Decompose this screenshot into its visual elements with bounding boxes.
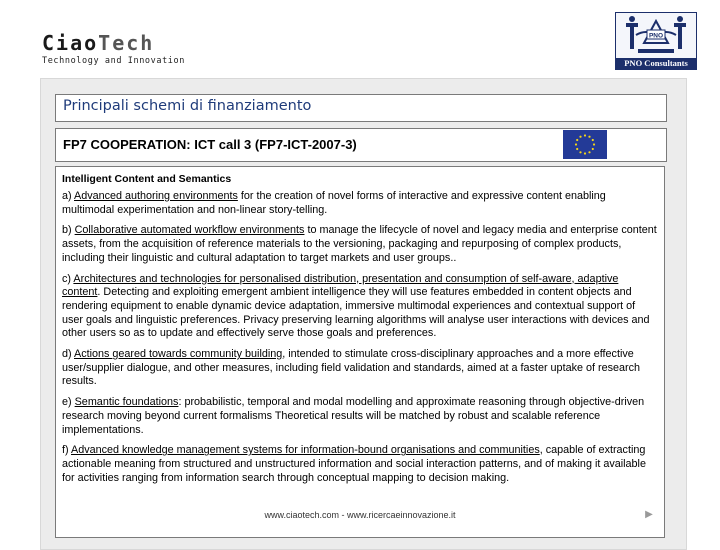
eu-flag-icon <box>563 130 607 159</box>
logo-name-tech: Tech <box>98 31 155 55</box>
item-topic-link[interactable]: Semantic foundations <box>74 396 179 409</box>
list-item <box>62 396 658 437</box>
item-prefix: b) <box>62 224 75 237</box>
eu-star-icon <box>576 139 578 141</box>
eu-star-icon <box>592 139 594 141</box>
section-title: Intelligent Content and Semantics <box>62 173 232 185</box>
list-item <box>62 190 658 217</box>
ciaotech-logo <box>42 32 185 66</box>
eu-star-icon <box>588 151 590 153</box>
item-prefix: d) <box>62 348 75 361</box>
item-topic-link[interactable]: Advanced authoring environments <box>74 190 238 202</box>
item-text: , capable of extracting actionable meaning from structured and unstructured information and social interaction patterns, and of making it available for activities ranging from information search through conceptual mapping to decision making. <box>62 444 646 484</box>
item-text: for the creation of novel forms of interactive and expressive content enabling multimodal experimentation and non-linear story-telling. <box>62 190 606 216</box>
slide-subheading: FP7 COOPERATION: ICT call 3 (FP7-ICT-2007-3) <box>63 137 357 152</box>
item-prefix: a) <box>62 190 75 202</box>
eu-star-icon <box>584 152 586 154</box>
item-topic-link[interactable]: Actions geared towards community building <box>74 348 283 361</box>
eu-star-icon <box>575 143 577 145</box>
pno-label: PNO Consultants <box>616 58 696 69</box>
item-text: . Detecting and exploiting emergent ambient intelligence they will use features embedded in content objects and rendering equipment to enable dynamic device adaptation, immersive multimodal experiences and contextual support of user goals and linguistic preferences. Privacy preserving learning algorithms will analyse user interactions with devices and other users so as to update and effectively serve those goals and preferences. <box>62 286 650 340</box>
eu-star-icon <box>579 151 581 153</box>
next-slide-icon[interactable]: ▶ <box>645 509 653 520</box>
list-item <box>62 444 658 485</box>
item-topic-link[interactable]: Advanced knowledge management systems for information-bound organisations and communities <box>71 444 540 457</box>
pno-badge-text: PNO <box>648 32 664 40</box>
item-text: : probabilistic, temporal and modal modelling and approximate reasoning through objective-driven research moving beyond current formalisms Theoretical results will be matched by robust and scalable reference implementations. <box>62 396 645 436</box>
item-text: to manage the lifecycle of novel and legacy media and enterprise content assets, from the acquisition of reference materials to the versioning, packaging and repurposing of complex products, including their linguistic and cultural adaptation to target markets and user groups.. <box>62 224 657 264</box>
item-prefix: f) <box>62 444 71 457</box>
footer-url: www.ciaotech.com - www.ricercaeinnovazione.it <box>264 510 456 520</box>
eu-star-icon <box>579 136 581 138</box>
logo-name <box>42 32 185 54</box>
slide-subheading-box <box>55 128 667 162</box>
slide-heading: Principali schemi di finanziamento <box>63 98 312 114</box>
item-topic-link[interactable]: Collaborative automated workflow environments <box>74 224 305 237</box>
item-prefix: e) <box>62 396 75 409</box>
logo-name-ciao: Ciao <box>42 31 99 55</box>
slide-heading-box <box>55 94 667 122</box>
logo-tagline: Technology and Innovation <box>42 56 185 66</box>
pno-consultants-logo <box>615 12 697 70</box>
list-item <box>62 348 658 389</box>
pno-emblem-icon <box>616 13 696 58</box>
list-item <box>62 273 658 342</box>
item-prefix: c) <box>62 272 74 285</box>
eu-star-icon <box>588 136 590 138</box>
item-text: , intended to stimulate cross-disciplinary approaches and a more effective user/supplier dialogue, and other measures, including field validation and standards, aimed at a faster uptake of research results. <box>62 348 640 388</box>
eu-star-icon <box>584 134 586 136</box>
list-item <box>62 224 658 265</box>
eu-star-icon <box>576 148 578 150</box>
eu-star-icon <box>592 148 594 150</box>
item-topic-link[interactable]: Architectures and technologies for personalised distribution, presentation and consumption of self-aware, adaptive content <box>62 272 619 299</box>
eu-star-icon <box>593 143 595 145</box>
content-box <box>55 166 665 538</box>
